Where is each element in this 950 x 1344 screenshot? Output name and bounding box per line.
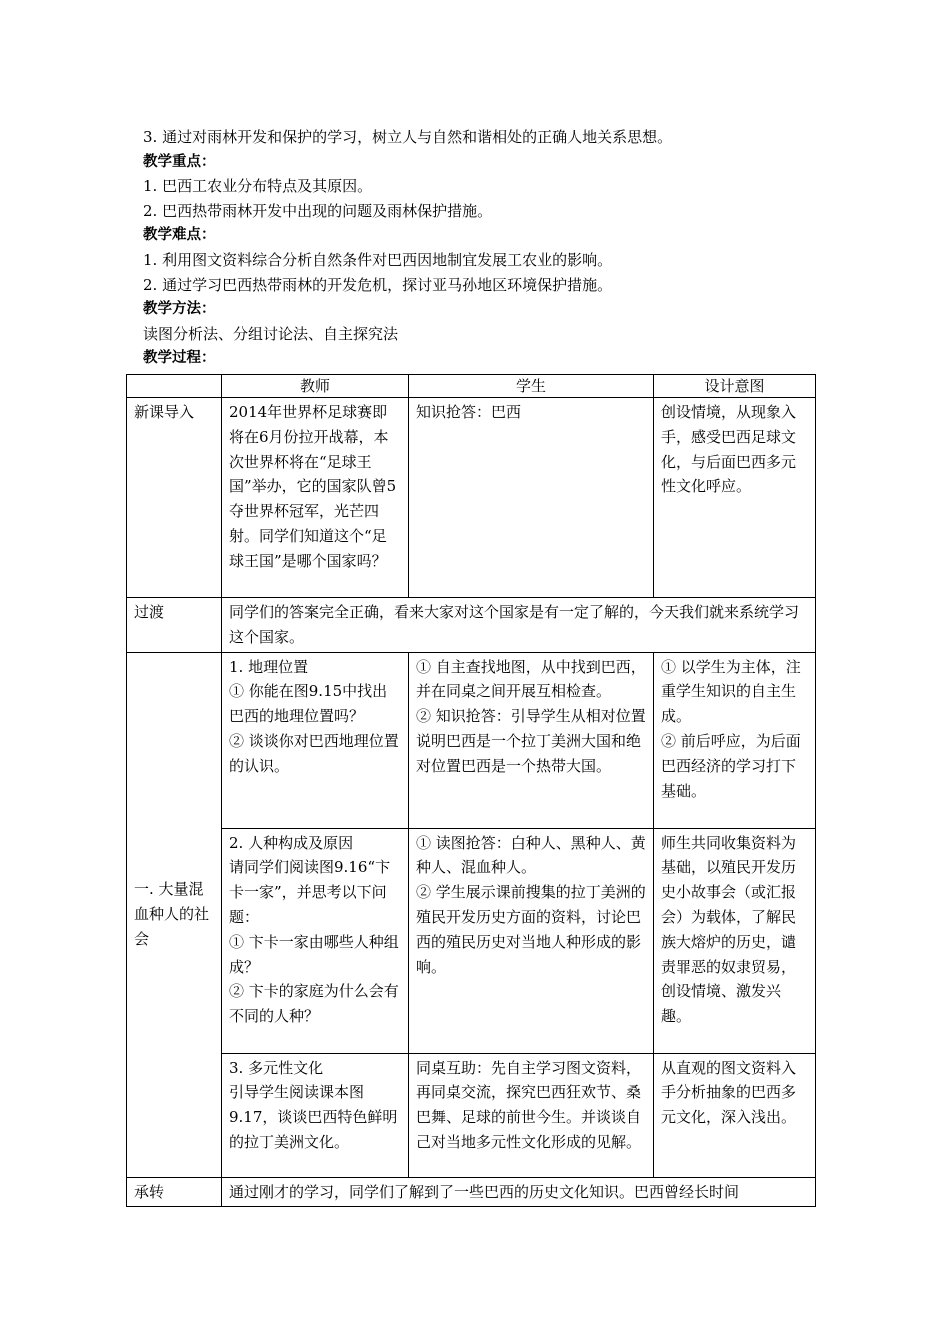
student-line: ① 读图抢答：白种人、黑种人、黄种人、混血种人。: [416, 833, 646, 877]
header-stage: [127, 375, 222, 398]
difficulties-heading: 教学难点：: [143, 227, 216, 244]
key-points-heading: 教学重点：: [143, 153, 216, 170]
header-teacher: 教师: [222, 375, 409, 398]
header-student: 学生: [409, 375, 654, 398]
process-heading: 教学过程：: [143, 350, 216, 367]
intent-cell: 创设情境，从现象入手，感受巴西足球文化，与后面巴西多元性文化呼应。: [654, 398, 816, 598]
student-line: ② 知识抢答：引导学生从相对位置说明巴西是一个拉丁美洲大国和绝对位置巴西是一个热带大国。: [416, 707, 646, 775]
stage-cell: 过渡: [127, 598, 222, 653]
teacher-line: 2. 人种构成及原因: [229, 833, 354, 852]
teacher-cell: [222, 828, 409, 1053]
teacher-line: ① 卞卡一家由哪些人种组成？: [229, 932, 399, 976]
table-row: [127, 828, 816, 1053]
teacher-line: 请同学们阅读图9.16“卞卡一家”，并思考以下问题：: [229, 858, 391, 926]
stage-cell: 一. 大量混血种人的社会: [127, 652, 222, 1177]
stage-cell: 新课导入: [127, 398, 222, 598]
teacher-line: ① 你能在图9.15中找出巴西的地理位置吗？: [229, 682, 388, 726]
teacher-line: 引导学生阅读课本图9.17，谈谈巴西特色鲜明的拉丁美洲文化。: [229, 1083, 398, 1151]
student-cell: [409, 652, 654, 828]
teacher-cell: [222, 1053, 409, 1177]
key-point-2: 2. 巴西热带雨林开发中出现的问题及雨林保护措施。: [143, 201, 493, 220]
transition-cell: 同学们的答案完全正确，看来大家对这个国家是有一定了解的，今天我们就来系统学习这个国家。: [222, 598, 816, 653]
teacher-line: ② 谈谈你对巴西地理位置的认识。: [229, 731, 399, 775]
transition-cell: 通过刚才的学习，同学们了解到了一些巴西的历史文化知识。巴西曾经长时间: [222, 1177, 816, 1207]
teacher-line: 3. 多元性文化: [229, 1058, 324, 1077]
intent-cell: [654, 652, 816, 828]
methods-heading: 教学方法：: [143, 301, 216, 318]
table-row: [127, 1053, 816, 1177]
student-line: ② 学生展示课前搜集的拉丁美洲的殖民开发历史方面的资料，讨论巴西的殖民历史对当地人种形成的影响。: [416, 883, 646, 976]
table-row: [127, 598, 816, 653]
student-cell: [409, 828, 654, 1053]
difficulty-2: 2. 通过学习巴西热带雨林的开发危机，探讨亚马孙地区环境保护措施。: [143, 275, 613, 294]
lesson-intro: [143, 125, 833, 371]
intent-line: ① 以学生为主体，注重学生知识的自主生成。: [661, 657, 801, 726]
intent-line: ② 前后呼应，为后面巴西经济的学习打下基础。: [661, 731, 801, 800]
teacher-line: 1. 地理位置: [229, 657, 309, 676]
table-header-row: [127, 375, 816, 398]
table-row: [127, 652, 816, 828]
teacher-cell: [222, 652, 409, 828]
student-cell: 同桌互助：先自主学习图文资料，再同桌交流，探究巴西狂欢节、桑巴舞、足球的前世今生。并谈谈自己对当地多元性文化形成的见解。: [409, 1053, 654, 1177]
methods-text: 读图分析法、分组讨论法、自主探究法: [143, 324, 399, 343]
student-line: ① 自主查找地图，从中找到巴西，并在同桌之间开展互相检查。: [416, 657, 646, 701]
teaching-process-table: [126, 374, 816, 1207]
goal-3: 3. 通过对雨林开发和保护的学习，树立人与自然和谐相处的正确人地关系思想。: [143, 128, 673, 146]
key-point-1: 1. 巴西工农业分布特点及其原因。: [143, 177, 373, 196]
table-row: [127, 1177, 816, 1207]
difficulty-1: 1. 利用图文资料综合分析自然条件对巴西因地制宜发展工农业的影响。: [143, 250, 613, 269]
teacher-line: ② 卞卡的家庭为什么会有不同的人种？: [229, 982, 399, 1026]
table-row: [127, 398, 816, 598]
stage-cell: 承转: [127, 1177, 222, 1207]
intent-cell: 从直观的图文资料入手分析抽象的巴西多元文化，深入浅出。: [654, 1053, 816, 1177]
intent-cell: 师生共同收集资料为基础，以殖民开发历史小故事会（或汇报会）为载体，了解民族大熔炉的历史，谴责罪恶的奴隶贸易，创设情境、激发兴趣。: [654, 828, 816, 1053]
header-intent: 设计意图: [654, 375, 816, 398]
teacher-cell: 2014年世界杯足球赛即将在6月份拉开战幕，本次世界杯将在“足球王国”举办，它的国家队曾5夺世界杯冠军，光芒四射。同学们知道这个“足球王国”是哪个国家吗？: [222, 398, 409, 598]
student-cell: 知识抢答：巴西: [409, 398, 654, 598]
